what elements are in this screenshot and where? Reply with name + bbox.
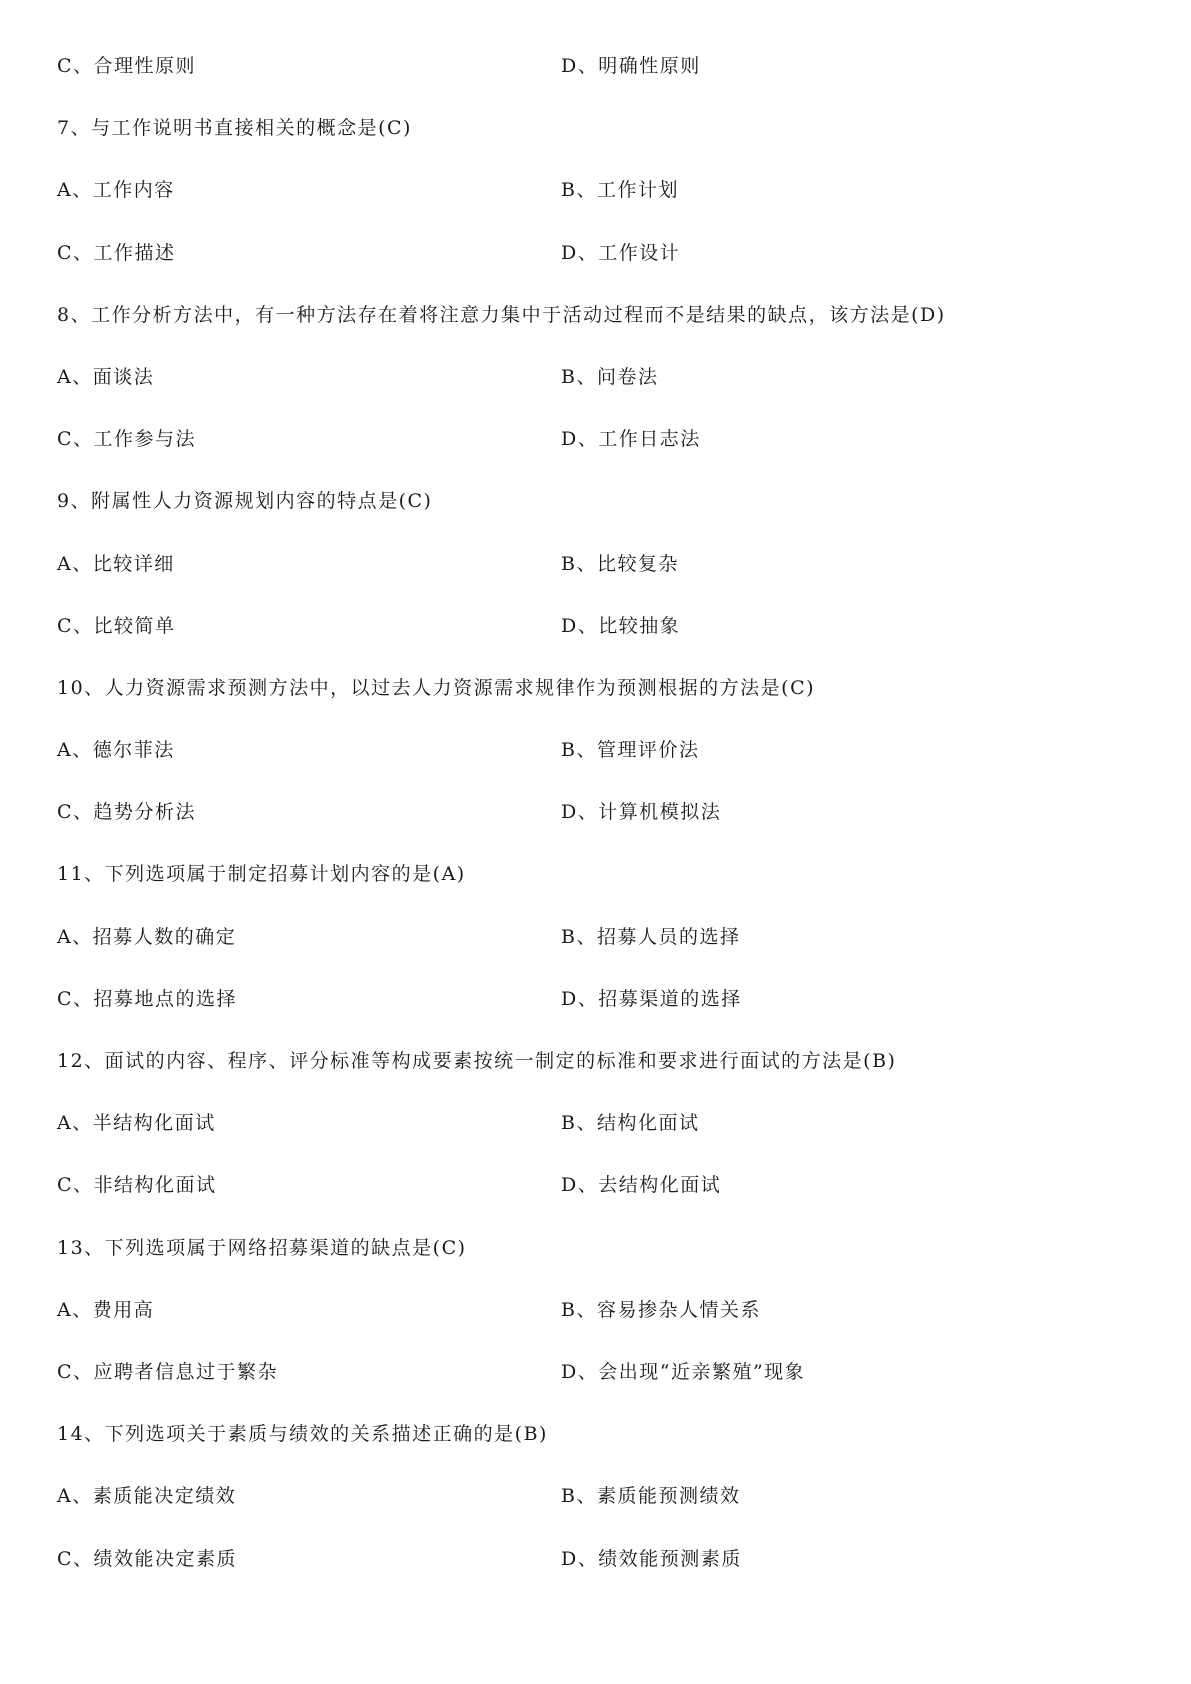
option-c: C、非结构化面试: [57, 1174, 217, 1197]
option-a: A、招募人数的确定: [57, 925, 237, 948]
option-row: [57, 736, 1137, 798]
option-c: C、合理性原则: [57, 55, 197, 77]
option-c: C、趋势分析法: [57, 801, 197, 824]
option-row: [57, 425, 1137, 487]
option-a: A、费用高: [57, 1298, 155, 1321]
option-d: D、招募渠道的选择: [561, 987, 742, 1010]
question-10: [57, 674, 1137, 736]
option-row: [57, 1482, 1137, 1544]
option-row: [57, 363, 1137, 425]
option-a: A、工作内容: [57, 179, 175, 202]
option-b: B、工作计划: [561, 179, 679, 202]
option-d: D、比较抽象: [561, 614, 681, 637]
option-c: C、应聘者信息过于繁杂: [57, 1360, 279, 1383]
option-b: B、问卷法: [561, 365, 659, 388]
option-row: [57, 985, 1137, 1047]
option-d: D、计算机模拟法: [561, 801, 722, 824]
option-b: B、管理评价法: [561, 739, 700, 762]
option-row: [57, 550, 1137, 612]
question-text: 11、下列选项属于制定招募计划内容的是(A): [57, 863, 466, 886]
option-d: D、工作日志法: [561, 428, 701, 451]
option-c: C、比较简单: [57, 614, 176, 637]
option-c: C、工作描述: [57, 241, 176, 264]
question-text: 9、附属性人力资源规划内容的特点是(C): [57, 490, 433, 513]
option-d: D、会出现“近亲繁殖”现象: [561, 1360, 806, 1383]
option-c: C、工作参与法: [57, 428, 197, 451]
option-a: A、比较详细: [57, 552, 175, 575]
option-row: [57, 176, 1137, 238]
option-row: [57, 1296, 1137, 1358]
question-7: [57, 114, 1137, 176]
question-11: [57, 860, 1137, 922]
question-text: 13、下列选项属于网络招募渠道的缺点是(C): [57, 1236, 467, 1259]
option-a: A、半结构化面试: [57, 1112, 216, 1135]
question-9: [57, 487, 1137, 549]
option-b: B、招募人员的选择: [561, 925, 741, 948]
question-text: 14、下列选项关于素质与绩效的关系描述正确的是(B): [57, 1423, 548, 1446]
question-12: [57, 1047, 1137, 1109]
option-d: D、明确性原则: [561, 55, 701, 77]
option-row: [57, 1545, 1137, 1607]
option-b: B、素质能预测绩效: [561, 1485, 741, 1508]
option-c: C、绩效能决定素质: [57, 1547, 238, 1570]
option-a: A、素质能决定绩效: [57, 1485, 237, 1508]
option-b: B、容易掺杂人情关系: [561, 1298, 761, 1321]
option-b: B、结构化面试: [561, 1112, 700, 1135]
document-page: [57, 52, 1137, 1607]
option-c: C、招募地点的选择: [57, 987, 238, 1010]
question-13: [57, 1234, 1137, 1296]
option-row: [57, 52, 1137, 114]
option-d: D、去结构化面试: [561, 1174, 722, 1197]
option-a: A、德尔菲法: [57, 739, 175, 762]
option-row: [57, 1109, 1137, 1171]
option-row: [57, 1358, 1137, 1420]
question-text: 10、人力资源需求预测方法中，以过去人力资源需求规律作为预测根据的方法是(C): [57, 676, 816, 699]
option-d: D、工作设计: [561, 241, 681, 264]
option-a: A、面谈法: [57, 365, 155, 388]
option-row: [57, 239, 1137, 301]
option-row: [57, 798, 1137, 860]
option-row: [57, 1171, 1137, 1233]
option-d: D、绩效能预测素质: [561, 1547, 742, 1570]
question-14: [57, 1420, 1137, 1482]
option-row: [57, 612, 1137, 674]
question-text: 8、工作分析方法中，有一种方法存在着将注意力集中于活动过程而不是结果的缺点，该方法是(D): [57, 303, 946, 326]
option-row: [57, 923, 1137, 985]
question-8: [57, 301, 1137, 363]
question-text: 12、面试的内容、程序、评分标准等构成要素按统一制定的标准和要求进行面试的方法是(B): [57, 1050, 897, 1072]
option-b: B、比较复杂: [561, 552, 679, 575]
question-text: 7、与工作说明书直接相关的概念是(C): [57, 117, 412, 140]
